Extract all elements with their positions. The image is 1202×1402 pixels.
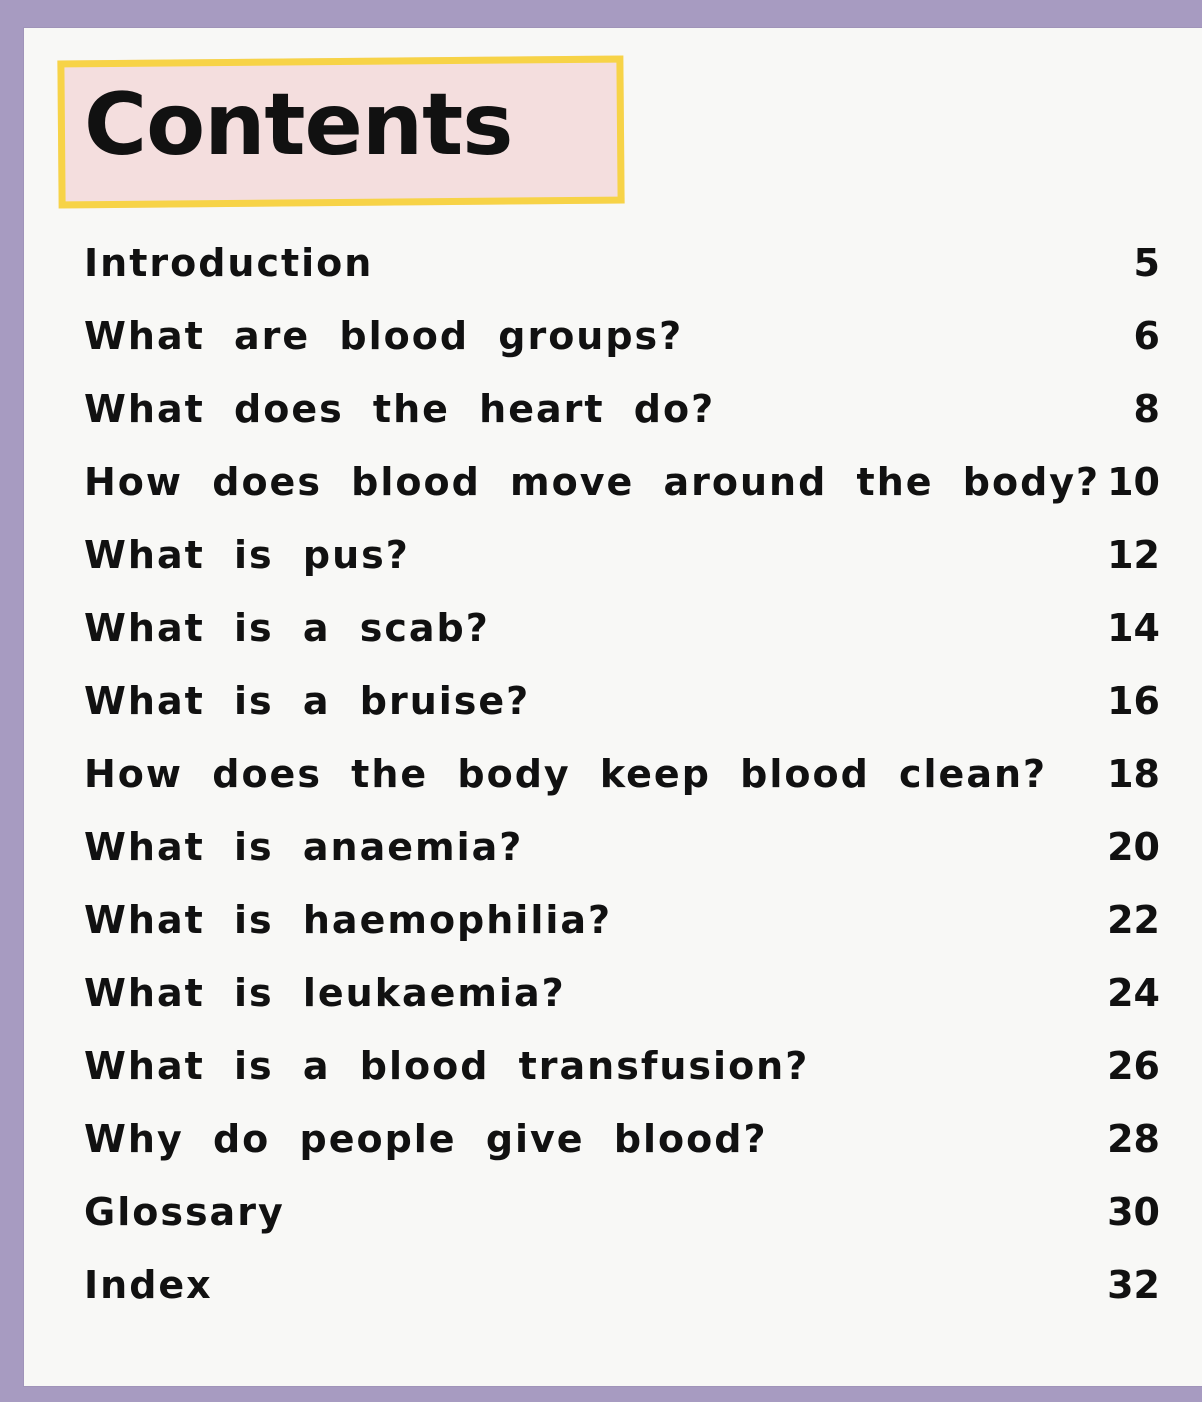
toc-entry-page-number: 18 [1107, 751, 1160, 796]
toc-entry[interactable] [84, 1102, 1174, 1175]
toc-entry-page-number: 26 [1107, 1043, 1160, 1088]
toc-entry-page-number: 14 [1107, 605, 1160, 650]
toc-entry[interactable] [84, 883, 1174, 956]
toc-entry-label: What is a scab? [84, 605, 490, 650]
toc-entry-label: What is a bruise? [84, 678, 531, 723]
toc-entry-label: What is a blood transfusion? [84, 1043, 810, 1088]
toc-entry-page-number: 28 [1107, 1116, 1160, 1161]
toc-entry[interactable] [84, 372, 1174, 445]
toc-entry-label: What is haemophilia? [84, 897, 613, 942]
toc-entry[interactable] [84, 1175, 1174, 1248]
toc-entry-page-number: 16 [1107, 678, 1160, 723]
toc-entry-label: What is pus? [84, 532, 410, 577]
toc-entry-page-number: 20 [1107, 824, 1160, 869]
toc-entry-page-number: 6 [1133, 313, 1160, 358]
toc-entry-label: What is leukaemia? [84, 970, 566, 1015]
toc-entry[interactable] [84, 737, 1174, 810]
toc-entry-page-number: 12 [1107, 532, 1160, 577]
toc-entry[interactable] [84, 956, 1174, 1029]
toc-entry-label: What does the heart do? [84, 386, 716, 431]
toc-entry-label: What is anaemia? [84, 824, 524, 869]
table-of-contents [84, 226, 1174, 1321]
toc-entry-page-number: 8 [1133, 386, 1160, 431]
toc-entry-page-number: 24 [1107, 970, 1160, 1015]
toc-entry[interactable] [84, 518, 1174, 591]
toc-entry[interactable] [84, 1029, 1174, 1102]
toc-entry-page-number: 22 [1107, 897, 1160, 942]
toc-entry[interactable] [84, 591, 1174, 664]
toc-entry[interactable] [84, 445, 1174, 518]
toc-entry-label: How does the body keep blood clean? [84, 751, 1048, 796]
toc-entry-page-number: 10 [1107, 459, 1160, 504]
toc-entry-page-number: 32 [1107, 1262, 1160, 1307]
toc-entry-label: Index [84, 1262, 213, 1307]
toc-entry-label: What are blood groups? [84, 313, 684, 358]
toc-entry[interactable] [84, 1248, 1174, 1321]
toc-entry[interactable] [84, 810, 1174, 883]
toc-entry-label: How does blood move around the body? [84, 459, 1101, 504]
toc-entry-label: Why do people give blood? [84, 1116, 768, 1161]
toc-entry[interactable] [84, 299, 1174, 372]
page-title: Contents [84, 75, 513, 175]
toc-entry[interactable] [84, 226, 1174, 299]
toc-entry-page-number: 5 [1133, 240, 1160, 285]
toc-entry-label: Glossary [84, 1189, 285, 1234]
toc-entry-label: Introduction [84, 240, 374, 285]
toc-entry-page-number: 30 [1107, 1189, 1160, 1234]
toc-entry[interactable] [84, 664, 1174, 737]
